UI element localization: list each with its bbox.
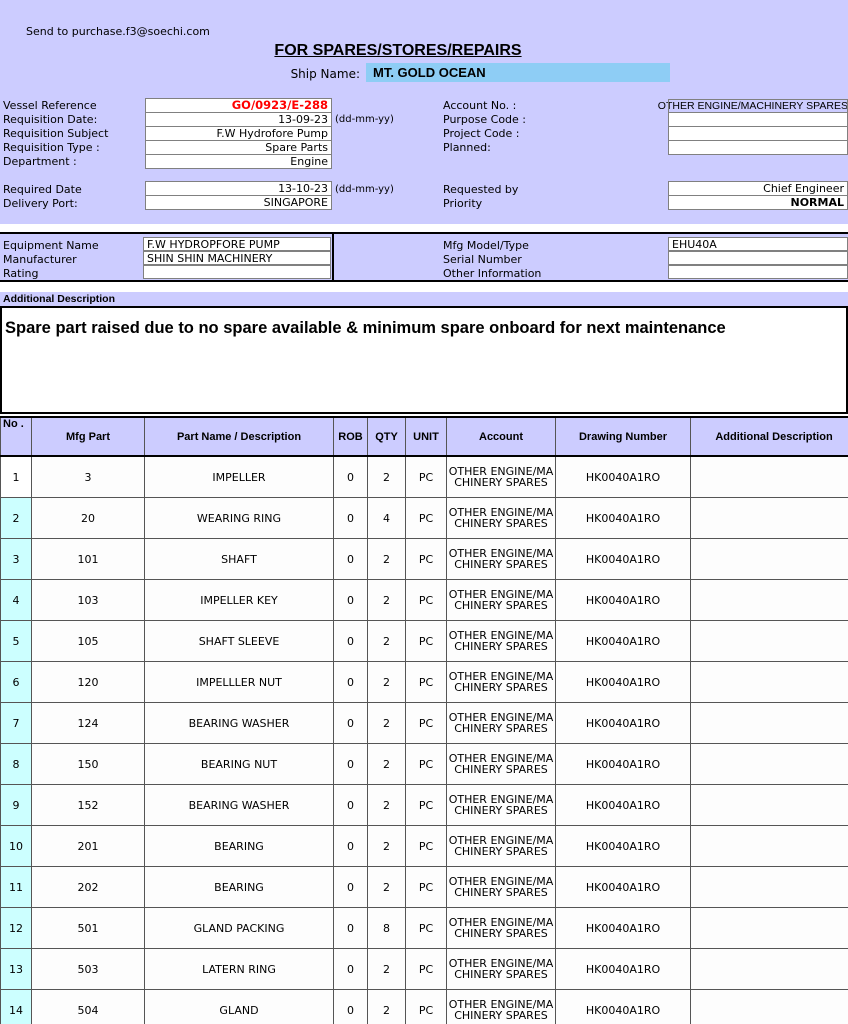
row-account-cell[interactable]: OTHER ENGINE/MACHINERY SPARES (447, 908, 556, 949)
requisition-subject-field[interactable]: F.W Hydrofore Pump (145, 126, 332, 141)
project-code-label: Project Code : (443, 127, 520, 140)
row-no-cell[interactable]: 2 (1, 498, 32, 539)
column-header-drawing-number[interactable]: Drawing Number (556, 417, 691, 456)
ship-name-label: Ship Name: (290, 67, 360, 81)
equipment-name-label: Equipment Name (3, 239, 99, 252)
row-drawing-number-cell[interactable]: HK0040A1RO (556, 621, 691, 662)
row-mfg-part-cell[interactable]: 105 (32, 621, 145, 662)
row-mfg-part-cell[interactable]: 501 (32, 908, 145, 949)
row-mfg-part-cell[interactable]: 3 (32, 456, 145, 498)
row-no-cell[interactable]: 11 (1, 867, 32, 908)
priority-field[interactable]: NORMAL (668, 195, 848, 210)
row-qty-cell[interactable]: 2 (368, 580, 406, 621)
required-date-label: Required Date (3, 183, 82, 196)
row-additional-description-cell[interactable] (691, 456, 848, 498)
row-account-cell[interactable]: OTHER ENGINE/MACHINERY SPARES (447, 949, 556, 990)
serial-number-label: Serial Number (443, 253, 522, 266)
row-part-name-cell[interactable]: WEARING RING (145, 498, 334, 539)
planned-field[interactable] (668, 140, 848, 155)
row-drawing-number-cell[interactable]: HK0040A1RO (556, 539, 691, 580)
row-account-cell[interactable]: OTHER ENGINE/MACHINERY SPARES (447, 580, 556, 621)
row-additional-description-cell[interactable] (691, 539, 848, 580)
row-rob-cell[interactable]: 0 (334, 580, 368, 621)
row-mfg-part-cell[interactable]: 103 (32, 580, 145, 621)
row-unit-cell[interactable]: PC (406, 662, 447, 703)
project-code-field[interactable] (668, 126, 848, 141)
requisition-type-field[interactable]: Spare Parts (145, 140, 332, 155)
row-additional-description-cell[interactable] (691, 990, 848, 1024)
mfg-model-type-field[interactable]: EHU40A (668, 237, 848, 251)
row-unit-cell[interactable]: PC (406, 744, 447, 785)
purpose-code-field[interactable] (668, 112, 848, 127)
requisition-date-label: Requisition Date: (3, 113, 98, 126)
row-drawing-number-cell[interactable]: HK0040A1RO (556, 990, 691, 1024)
row-unit-cell[interactable]: PC (406, 456, 447, 498)
row-mfg-part-cell[interactable]: 101 (32, 539, 145, 580)
rating-field[interactable] (143, 265, 331, 279)
table-row[interactable] (1, 949, 848, 990)
row-qty-cell[interactable]: 2 (368, 456, 406, 498)
row-qty-cell[interactable]: 2 (368, 621, 406, 662)
row-account-cell[interactable]: OTHER ENGINE/MACHINERY SPARES (447, 662, 556, 703)
row-rob-cell[interactable]: 0 (334, 826, 368, 867)
row-rob-cell[interactable]: 0 (334, 744, 368, 785)
row-part-name-cell[interactable]: BEARING NUT (145, 744, 334, 785)
requisition-type-label: Requisition Type : (3, 141, 100, 154)
row-part-name-cell[interactable]: BEARING WASHER (145, 785, 334, 826)
row-drawing-number-cell[interactable]: HK0040A1RO (556, 785, 691, 826)
row-additional-description-cell[interactable] (691, 908, 848, 949)
row-unit-cell[interactable]: PC (406, 990, 447, 1024)
row-drawing-number-cell[interactable]: HK0040A1RO (556, 498, 691, 539)
required-date-field[interactable]: 13-10-23 (145, 181, 332, 196)
row-qty-cell[interactable]: 2 (368, 539, 406, 580)
requested-by-field[interactable]: Chief Engineer (668, 181, 848, 196)
parts-table (0, 416, 848, 1024)
row-drawing-number-cell[interactable]: HK0040A1RO (556, 456, 691, 498)
row-drawing-number-cell[interactable]: HK0040A1RO (556, 662, 691, 703)
row-qty-cell[interactable]: 2 (368, 785, 406, 826)
account-no-field-text: OTHER ENGINE/MACHINERY SPARES (657, 100, 848, 112)
row-part-name-cell[interactable]: BEARING WASHER (145, 703, 334, 744)
page-title: FOR SPARES/STORES/REPAIRS (274, 42, 522, 59)
row-no-cell[interactable]: 14 (1, 990, 32, 1024)
row-account-cell[interactable]: OTHER ENGINE/MACHINERY SPARES (447, 785, 556, 826)
vessel-reference-field[interactable]: GO/0923/E-288 (145, 98, 332, 113)
row-unit-cell[interactable]: PC (406, 703, 447, 744)
table-row[interactable] (1, 456, 848, 498)
row-rob-cell[interactable]: 0 (334, 703, 368, 744)
row-part-name-cell[interactable]: LATERN RING (145, 949, 334, 990)
rating-label: Rating (3, 267, 39, 280)
row-additional-description-cell[interactable] (691, 662, 848, 703)
row-mfg-part-cell[interactable]: 201 (32, 826, 145, 867)
vessel-reference-label: Vessel Reference (3, 99, 97, 112)
row-part-name-cell[interactable]: BEARING (145, 826, 334, 867)
row-no-cell[interactable]: 8 (1, 744, 32, 785)
additional-description-text: Spare part raised due to no spare available & minimum spare onboard for next maintenance (5, 319, 726, 337)
table-row[interactable] (1, 621, 848, 662)
column-header-rob[interactable]: ROB (334, 417, 368, 456)
row-unit-cell[interactable]: PC (406, 498, 447, 539)
row-drawing-number-cell[interactable]: HK0040A1RO (556, 580, 691, 621)
account-no-label: Account No. : (443, 99, 517, 112)
row-no-cell[interactable]: 5 (1, 621, 32, 662)
table-row[interactable] (1, 867, 848, 908)
row-account-cell[interactable]: OTHER ENGINE/MACHINERY SPARES (447, 456, 556, 498)
row-additional-description-cell[interactable] (691, 703, 848, 744)
row-drawing-number-cell[interactable]: HK0040A1RO (556, 744, 691, 785)
row-part-name-cell[interactable]: IMPELLER KEY (145, 580, 334, 621)
column-header-no[interactable]: No . (1, 417, 32, 456)
row-part-name-cell[interactable]: SHAFT SLEEVE (145, 621, 334, 662)
table-row[interactable] (1, 908, 848, 949)
row-unit-cell[interactable]: PC (406, 785, 447, 826)
purpose-code-label: Purpose Code : (443, 113, 527, 126)
row-mfg-part-cell[interactable]: 202 (32, 867, 145, 908)
column-header-account[interactable]: Account (447, 417, 556, 456)
row-mfg-part-cell[interactable]: 152 (32, 785, 145, 826)
row-qty-cell[interactable]: 4 (368, 498, 406, 539)
row-part-name-cell[interactable]: GLAND PACKING (145, 908, 334, 949)
row-additional-description-cell[interactable] (691, 621, 848, 662)
row-unit-cell[interactable]: PC (406, 908, 447, 949)
row-additional-description-cell[interactable] (691, 867, 848, 908)
row-additional-description-cell[interactable] (691, 498, 848, 539)
delivery-port-field[interactable]: SINGAPORE (145, 195, 332, 210)
requisition-subject-label: Requisition Subject (3, 127, 109, 140)
planned-label: Planned: (443, 141, 491, 154)
row-rob-cell[interactable]: 0 (334, 908, 368, 949)
row-qty-cell[interactable]: 2 (368, 867, 406, 908)
row-unit-cell[interactable]: PC (406, 867, 447, 908)
row-additional-description-cell[interactable] (691, 580, 848, 621)
row-no-cell[interactable]: 1 (1, 456, 32, 498)
row-mfg-part-cell[interactable]: 504 (32, 990, 145, 1024)
priority-label: Priority (443, 197, 483, 210)
column-header-qty[interactable]: QTY (368, 417, 406, 456)
send-to-email-text: Send to purchase.f3@soechi.com (26, 25, 210, 38)
row-no-cell[interactable]: 13 (1, 949, 32, 990)
row-no-cell[interactable]: 12 (1, 908, 32, 949)
mfg-model-type-label: Mfg Model/Type (443, 239, 529, 252)
row-qty-cell[interactable]: 2 (368, 949, 406, 990)
column-header-unit[interactable]: UNIT (406, 417, 447, 456)
row-drawing-number-cell[interactable]: HK0040A1RO (556, 949, 691, 990)
row-rob-cell[interactable]: 0 (334, 662, 368, 703)
row-additional-description-cell[interactable] (691, 949, 848, 990)
row-no-cell[interactable]: 4 (1, 580, 32, 621)
table-row[interactable] (1, 990, 848, 1024)
other-information-field[interactable] (668, 265, 848, 279)
row-mfg-part-cell[interactable]: 503 (32, 949, 145, 990)
row-account-cell[interactable]: OTHER ENGINE/MACHINERY SPARES (447, 498, 556, 539)
row-rob-cell[interactable]: 0 (334, 990, 368, 1024)
row-drawing-number-cell[interactable]: HK0040A1RO (556, 867, 691, 908)
row-rob-cell[interactable]: 0 (334, 539, 368, 580)
row-part-name-cell[interactable]: SHAFT (145, 539, 334, 580)
row-no-cell[interactable]: 3 (1, 539, 32, 580)
table-row[interactable] (1, 744, 848, 785)
row-qty-cell[interactable]: 2 (368, 826, 406, 867)
row-rob-cell[interactable]: 0 (334, 949, 368, 990)
row-qty-cell[interactable]: 2 (368, 990, 406, 1024)
row-part-name-cell[interactable]: BEARING (145, 867, 334, 908)
row-account-cell[interactable]: OTHER ENGINE/MACHINERY SPARES (447, 621, 556, 662)
row-mfg-part-cell[interactable]: 124 (32, 703, 145, 744)
column-header-part-name[interactable]: Part Name / Description (145, 417, 334, 456)
row-additional-description-cell[interactable] (691, 826, 848, 867)
additional-description-header-label: Additional Description (3, 293, 116, 305)
row-account-cell[interactable]: OTHER ENGINE/MACHINERY SPARES (447, 990, 556, 1024)
row-unit-cell[interactable]: PC (406, 539, 447, 580)
row-additional-description-cell[interactable] (691, 785, 848, 826)
equipment-panel-divider (332, 232, 334, 282)
row-account-cell[interactable]: OTHER ENGINE/MACHINERY SPARES (447, 539, 556, 580)
row-no-cell[interactable]: 9 (1, 785, 32, 826)
row-part-name-cell[interactable]: GLAND (145, 990, 334, 1024)
row-unit-cell[interactable]: PC (406, 826, 447, 867)
row-qty-cell[interactable]: 8 (368, 908, 406, 949)
row-qty-cell[interactable]: 2 (368, 662, 406, 703)
table-row[interactable] (1, 703, 848, 744)
column-header-mfg-part[interactable]: Mfg Part (32, 417, 145, 456)
additional-description-header (0, 292, 848, 308)
column-header-additional-description[interactable]: Additional Description (691, 417, 848, 456)
requisition-date-field[interactable]: 13-09-23 (145, 112, 332, 127)
row-no-cell[interactable]: 6 (1, 662, 32, 703)
table-row[interactable] (1, 539, 848, 580)
manufacturer-field[interactable]: SHIN SHIN MACHINERY (143, 251, 331, 265)
row-rob-cell[interactable]: 0 (334, 867, 368, 908)
ship-name-field[interactable]: MT. GOLD OCEAN (366, 63, 670, 82)
required-date-format-hint: (dd-mm-yy) (335, 184, 394, 195)
row-account-cell[interactable]: OTHER ENGINE/MACHINERY SPARES (447, 826, 556, 867)
table-row[interactable] (1, 826, 848, 867)
requisition-date-format-hint: (dd-mm-yy) (335, 114, 394, 125)
department-label: Department : (3, 155, 77, 168)
row-unit-cell[interactable]: PC (406, 580, 447, 621)
manufacturer-label: Manufacturer (3, 253, 77, 266)
row-drawing-number-cell[interactable]: HK0040A1RO (556, 703, 691, 744)
row-account-cell[interactable]: OTHER ENGINE/MACHINERY SPARES (447, 867, 556, 908)
row-mfg-part-cell[interactable]: 20 (32, 498, 145, 539)
row-rob-cell[interactable]: 0 (334, 785, 368, 826)
delivery-port-label: Delivery Port: (3, 197, 78, 210)
requisition-header-panel (0, 0, 848, 224)
row-account-cell[interactable]: OTHER ENGINE/MACHINERY SPARES (447, 744, 556, 785)
row-no-cell[interactable]: 10 (1, 826, 32, 867)
row-no-cell[interactable]: 7 (1, 703, 32, 744)
department-field[interactable]: Engine (145, 154, 332, 169)
row-rob-cell[interactable]: 0 (334, 456, 368, 498)
row-drawing-number-cell[interactable]: HK0040A1RO (556, 908, 691, 949)
table-row[interactable] (1, 785, 848, 826)
row-qty-cell[interactable]: 2 (368, 703, 406, 744)
table-row[interactable] (1, 498, 848, 539)
row-account-cell[interactable]: OTHER ENGINE/MACHINERY SPARES (447, 703, 556, 744)
row-mfg-part-cell[interactable]: 150 (32, 744, 145, 785)
row-part-name-cell[interactable]: IMPELLER (145, 456, 334, 498)
row-unit-cell[interactable]: PC (406, 621, 447, 662)
serial-number-field[interactable] (668, 251, 848, 265)
row-additional-description-cell[interactable] (691, 744, 848, 785)
requested-by-label: Requested by (443, 183, 519, 196)
table-row[interactable] (1, 580, 848, 621)
other-information-label: Other Information (443, 267, 542, 280)
row-unit-cell[interactable]: PC (406, 949, 447, 990)
table-header-row (1, 417, 848, 456)
row-part-name-cell[interactable]: IMPELLLER NUT (145, 662, 334, 703)
row-rob-cell[interactable]: 0 (334, 621, 368, 662)
row-drawing-number-cell[interactable]: HK0040A1RO (556, 826, 691, 867)
row-mfg-part-cell[interactable]: 120 (32, 662, 145, 703)
row-rob-cell[interactable]: 0 (334, 498, 368, 539)
table-row[interactable] (1, 662, 848, 703)
equipment-name-field[interactable]: F.W HYDROPFORE PUMP (143, 237, 331, 251)
row-qty-cell[interactable]: 2 (368, 744, 406, 785)
